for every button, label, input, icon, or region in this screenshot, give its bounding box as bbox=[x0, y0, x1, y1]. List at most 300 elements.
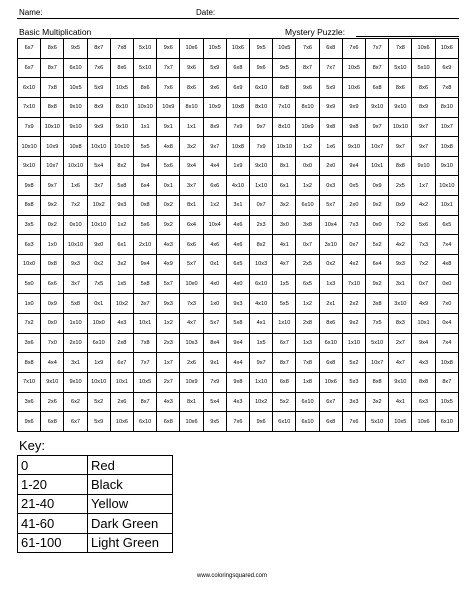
grid-cell[interactable]: 1x2 bbox=[110, 215, 133, 235]
grid-cell[interactable]: 2x0 bbox=[319, 156, 342, 176]
grid-cell[interactable]: 7x6 bbox=[226, 412, 249, 432]
grid-cell[interactable]: 9x10 bbox=[366, 97, 389, 117]
grid-cell[interactable]: 6x4 bbox=[180, 215, 203, 235]
grid-cell[interactable]: 8x8 bbox=[41, 97, 64, 117]
grid-cell[interactable]: 5x8 bbox=[134, 274, 157, 294]
grid-cell[interactable]: 9x10 bbox=[41, 372, 64, 392]
grid-cell[interactable]: 10x8 bbox=[64, 137, 87, 157]
grid-cell[interactable]: 2x5 bbox=[389, 176, 412, 196]
grid-cell[interactable]: 9x9 bbox=[342, 97, 365, 117]
grid-cell[interactable]: 8x9 bbox=[87, 97, 110, 117]
grid-cell[interactable]: 10x5 bbox=[110, 78, 133, 98]
grid-cell[interactable]: 1x10 bbox=[273, 313, 296, 333]
grid-cell[interactable]: 8x7 bbox=[435, 372, 458, 392]
grid-cell[interactable]: 7x5 bbox=[366, 313, 389, 333]
grid-cell[interactable]: 6x8 bbox=[319, 39, 342, 59]
grid-cell[interactable]: 6x10 bbox=[319, 333, 342, 353]
grid-cell[interactable]: 9x9 bbox=[319, 97, 342, 117]
grid-cell[interactable]: 8x7 bbox=[134, 392, 157, 412]
grid-cell[interactable]: 7x10 bbox=[273, 97, 296, 117]
grid-cell[interactable]: 7x8 bbox=[41, 78, 64, 98]
grid-cell[interactable]: 1x2 bbox=[296, 137, 319, 157]
grid-cell[interactable]: 9x7 bbox=[250, 117, 273, 137]
grid-cell[interactable]: 6x6 bbox=[203, 176, 226, 196]
grid-cell[interactable]: 3x10 bbox=[319, 235, 342, 255]
grid-cell[interactable]: 3x1 bbox=[226, 196, 249, 216]
grid-cell[interactable]: 10x6 bbox=[110, 412, 133, 432]
grid-cell[interactable]: 1x0 bbox=[41, 235, 64, 255]
grid-cell[interactable]: 2x8 bbox=[110, 333, 133, 353]
grid-cell[interactable]: 6x10 bbox=[134, 412, 157, 432]
grid-cell[interactable]: 4x8 bbox=[435, 255, 458, 275]
grid-cell[interactable]: 10x5 bbox=[273, 39, 296, 59]
grid-cell[interactable]: 4x8 bbox=[157, 137, 180, 157]
grid-cell[interactable]: 8x6 bbox=[110, 58, 133, 78]
grid-cell[interactable]: 4x9 bbox=[412, 294, 435, 314]
grid-cell[interactable]: 8x8 bbox=[412, 372, 435, 392]
grid-cell[interactable]: 4x0 bbox=[203, 274, 226, 294]
grid-cell[interactable]: 5x9 bbox=[87, 412, 110, 432]
grid-cell[interactable]: 7x6 bbox=[157, 78, 180, 98]
grid-cell[interactable]: 9x5 bbox=[273, 58, 296, 78]
grid-cell[interactable]: 5x10 bbox=[412, 58, 435, 78]
grid-cell[interactable]: 0x1 bbox=[157, 176, 180, 196]
grid-cell[interactable]: 6x7 bbox=[64, 412, 87, 432]
grid-cell[interactable]: 6x10 bbox=[87, 333, 110, 353]
grid-cell[interactable]: 10x8 bbox=[226, 97, 249, 117]
grid-cell[interactable]: 7x6 bbox=[296, 39, 319, 59]
grid-cell[interactable]: 3x2 bbox=[180, 137, 203, 157]
grid-cell[interactable]: 10x6 bbox=[319, 372, 342, 392]
grid-cell[interactable]: 4x6 bbox=[226, 215, 249, 235]
grid-cell[interactable]: 9x5 bbox=[64, 39, 87, 59]
grid-cell[interactable]: 2x10 bbox=[134, 235, 157, 255]
grid-cell[interactable]: 10x8 bbox=[435, 137, 458, 157]
grid-cell[interactable]: 8x3 bbox=[389, 313, 412, 333]
grid-cell[interactable]: 9x6 bbox=[157, 39, 180, 59]
grid-cell[interactable]: 7x6 bbox=[342, 39, 365, 59]
grid-cell[interactable]: 10x8 bbox=[226, 137, 249, 157]
grid-cell[interactable]: 9x2 bbox=[366, 274, 389, 294]
grid-cell[interactable]: 9x3 bbox=[110, 196, 133, 216]
grid-cell[interactable]: 8x6 bbox=[412, 78, 435, 98]
grid-cell[interactable]: 7x5 bbox=[87, 274, 110, 294]
grid-cell[interactable]: 9x6 bbox=[250, 58, 273, 78]
grid-cell[interactable]: 6x10 bbox=[296, 196, 319, 216]
grid-cell[interactable]: 1x1 bbox=[180, 117, 203, 137]
grid-cell[interactable]: 10x9 bbox=[41, 137, 64, 157]
grid-cell[interactable]: 10x10 bbox=[18, 137, 41, 157]
grid-cell[interactable]: 4x2 bbox=[412, 196, 435, 216]
grid-cell[interactable]: 10x1 bbox=[110, 372, 133, 392]
grid-cell[interactable]: 5x6 bbox=[412, 215, 435, 235]
grid-cell[interactable]: 5x7 bbox=[203, 313, 226, 333]
grid-cell[interactable]: 1x8 bbox=[296, 372, 319, 392]
grid-cell[interactable]: 8x9 bbox=[203, 117, 226, 137]
grid-cell[interactable]: 9x10 bbox=[18, 156, 41, 176]
grid-cell[interactable]: 7x3 bbox=[180, 294, 203, 314]
grid-cell[interactable]: 7x3 bbox=[342, 215, 365, 235]
grid-cell[interactable]: 10x5 bbox=[435, 392, 458, 412]
grid-cell[interactable]: 4x7 bbox=[180, 313, 203, 333]
grid-cell[interactable]: 7x3 bbox=[412, 235, 435, 255]
grid-cell[interactable]: 2x6 bbox=[180, 353, 203, 373]
grid-cell[interactable]: 6x5 bbox=[226, 255, 249, 275]
grid-cell[interactable]: 7x10 bbox=[18, 372, 41, 392]
grid-cell[interactable]: 8x7 bbox=[296, 58, 319, 78]
grid-cell[interactable]: 10x10 bbox=[110, 137, 133, 157]
grid-cell[interactable]: 3x1 bbox=[64, 353, 87, 373]
grid-cell[interactable]: 10x5 bbox=[203, 39, 226, 59]
grid-cell[interactable]: 7x2 bbox=[412, 255, 435, 275]
grid-cell[interactable]: 7x6 bbox=[342, 412, 365, 432]
grid-cell[interactable]: 0x9 bbox=[366, 176, 389, 196]
grid-cell[interactable]: 4x4 bbox=[203, 156, 226, 176]
grid-cell[interactable]: 7x10 bbox=[18, 97, 41, 117]
grid-cell[interactable]: 9x7 bbox=[366, 117, 389, 137]
grid-cell[interactable]: 6x6 bbox=[41, 274, 64, 294]
grid-cell[interactable]: 9x4 bbox=[342, 156, 365, 176]
grid-cell[interactable]: 5x8 bbox=[110, 176, 133, 196]
grid-cell[interactable]: 10x5 bbox=[389, 412, 412, 432]
grid-cell[interactable]: 9x2 bbox=[157, 215, 180, 235]
grid-cell[interactable]: 6x8 bbox=[319, 412, 342, 432]
grid-cell[interactable]: 7x8 bbox=[296, 353, 319, 373]
grid-cell[interactable]: 10x7 bbox=[366, 137, 389, 157]
grid-cell[interactable]: 9x1 bbox=[203, 353, 226, 373]
grid-cell[interactable]: 0x1 bbox=[87, 294, 110, 314]
grid-cell[interactable]: 10x3 bbox=[250, 255, 273, 275]
grid-cell[interactable]: 4x3 bbox=[157, 392, 180, 412]
grid-cell[interactable]: 0x3 bbox=[319, 176, 342, 196]
grid-cell[interactable]: 8x10 bbox=[180, 97, 203, 117]
grid-cell[interactable]: 9x7 bbox=[41, 176, 64, 196]
grid-cell[interactable]: 8x10 bbox=[110, 97, 133, 117]
grid-cell[interactable]: 5x10 bbox=[366, 412, 389, 432]
grid-cell[interactable]: 9x4 bbox=[226, 333, 249, 353]
grid-cell[interactable]: 9x2 bbox=[41, 196, 64, 216]
grid-cell[interactable]: 2x7 bbox=[389, 333, 412, 353]
grid-cell[interactable]: 5x6 bbox=[134, 215, 157, 235]
grid-cell[interactable]: 1x10 bbox=[250, 176, 273, 196]
grid-cell[interactable]: 5x8 bbox=[64, 294, 87, 314]
grid-cell[interactable]: 10x10 bbox=[134, 97, 157, 117]
grid-cell[interactable]: 10x2 bbox=[87, 196, 110, 216]
grid-cell[interactable]: 3x7 bbox=[134, 294, 157, 314]
grid-cell[interactable]: 10x6 bbox=[180, 39, 203, 59]
grid-cell[interactable]: 8x6 bbox=[134, 78, 157, 98]
grid-cell[interactable]: 10x10 bbox=[87, 372, 110, 392]
grid-cell[interactable]: 10x9 bbox=[296, 117, 319, 137]
grid-cell[interactable]: 6x10 bbox=[296, 412, 319, 432]
grid-cell[interactable]: 8x7 bbox=[366, 58, 389, 78]
grid-cell[interactable]: 1x0 bbox=[203, 294, 226, 314]
grid-cell[interactable]: 9x2 bbox=[342, 313, 365, 333]
grid-cell[interactable]: 4x4 bbox=[41, 353, 64, 373]
grid-cell[interactable]: 10x6 bbox=[435, 39, 458, 59]
grid-cell[interactable]: 1x3 bbox=[319, 274, 342, 294]
grid-cell[interactable]: 1x2 bbox=[296, 294, 319, 314]
grid-cell[interactable]: 1x7 bbox=[157, 353, 180, 373]
grid-cell[interactable]: 6x10 bbox=[250, 274, 273, 294]
grid-cell[interactable]: 1x1 bbox=[134, 117, 157, 137]
grid-cell[interactable]: 6x7 bbox=[18, 58, 41, 78]
grid-cell[interactable]: 9x6 bbox=[180, 58, 203, 78]
grid-cell[interactable]: 9x10 bbox=[64, 117, 87, 137]
grid-cell[interactable]: 5x4 bbox=[203, 392, 226, 412]
grid-cell[interactable]: 9x7 bbox=[250, 353, 273, 373]
grid-cell[interactable]: 4x7 bbox=[273, 255, 296, 275]
grid-cell[interactable]: 0x7 bbox=[250, 196, 273, 216]
grid-cell[interactable]: 10x9 bbox=[157, 97, 180, 117]
grid-cell[interactable]: 9x10 bbox=[110, 117, 133, 137]
name-fill-line[interactable] bbox=[45, 8, 165, 17]
grid-cell[interactable]: 3x7 bbox=[87, 176, 110, 196]
grid-cell[interactable]: 1x10 bbox=[250, 372, 273, 392]
grid-cell[interactable]: 6x5 bbox=[296, 274, 319, 294]
grid-cell[interactable]: 7x10 bbox=[342, 274, 365, 294]
grid-cell[interactable]: 8x1 bbox=[273, 156, 296, 176]
grid-cell[interactable]: 0x2 bbox=[157, 196, 180, 216]
grid-cell[interactable]: 8x9 bbox=[412, 97, 435, 117]
grid-cell[interactable]: 0x0 bbox=[41, 313, 64, 333]
grid-cell[interactable]: 3x7 bbox=[64, 274, 87, 294]
grid-cell[interactable]: 6x7 bbox=[273, 333, 296, 353]
grid-cell[interactable]: 8x8 bbox=[18, 353, 41, 373]
grid-cell[interactable]: 8x6 bbox=[389, 78, 412, 98]
grid-cell[interactable]: 2x6 bbox=[41, 392, 64, 412]
grid-cell[interactable]: 8x8 bbox=[366, 372, 389, 392]
grid-cell[interactable]: 2x5 bbox=[296, 255, 319, 275]
grid-cell[interactable]: 5x9 bbox=[319, 78, 342, 98]
grid-cell[interactable]: 7x7 bbox=[134, 353, 157, 373]
grid-cell[interactable]: 10x3 bbox=[180, 333, 203, 353]
grid-cell[interactable]: 5x3 bbox=[342, 372, 365, 392]
puzzle-answer-line[interactable] bbox=[356, 36, 459, 37]
grid-cell[interactable]: 4x7 bbox=[389, 353, 412, 373]
grid-cell[interactable]: 8x8 bbox=[18, 196, 41, 216]
grid-cell[interactable]: 10x7 bbox=[435, 117, 458, 137]
grid-cell[interactable]: 6x10 bbox=[435, 412, 458, 432]
grid-cell[interactable]: 8x6 bbox=[319, 313, 342, 333]
grid-cell[interactable]: 8x10 bbox=[296, 97, 319, 117]
grid-cell[interactable]: 5x2 bbox=[342, 353, 365, 373]
grid-cell[interactable]: 10x1 bbox=[134, 313, 157, 333]
grid-cell[interactable]: 6x5 bbox=[435, 215, 458, 235]
grid-cell[interactable]: 1x2 bbox=[296, 176, 319, 196]
grid-cell[interactable]: 6x3 bbox=[18, 235, 41, 255]
grid-cell[interactable]: 9x7 bbox=[203, 137, 226, 157]
grid-cell[interactable]: 10x0 bbox=[180, 274, 203, 294]
grid-cell[interactable]: 10x5 bbox=[342, 58, 365, 78]
grid-cell[interactable]: 10x6 bbox=[342, 78, 365, 98]
grid-cell[interactable]: 6x3 bbox=[412, 392, 435, 412]
grid-cell[interactable]: 8x1 bbox=[180, 392, 203, 412]
grid-cell[interactable]: 0x2 bbox=[319, 255, 342, 275]
grid-cell[interactable]: 3x3 bbox=[342, 392, 365, 412]
grid-cell[interactable]: 10x10 bbox=[435, 176, 458, 196]
grid-cell[interactable]: 10x4 bbox=[319, 215, 342, 235]
grid-cell[interactable]: 6x7 bbox=[18, 39, 41, 59]
grid-cell[interactable]: 8x10 bbox=[273, 117, 296, 137]
grid-cell[interactable]: 5x10 bbox=[134, 58, 157, 78]
grid-cell[interactable]: 3x6 bbox=[18, 333, 41, 353]
grid-cell[interactable]: 1x5 bbox=[250, 333, 273, 353]
grid-cell[interactable]: 1x6 bbox=[64, 176, 87, 196]
grid-cell[interactable]: 4x1 bbox=[250, 313, 273, 333]
grid-cell[interactable]: 1x9 bbox=[226, 156, 249, 176]
grid-cell[interactable]: 5x2 bbox=[87, 392, 110, 412]
grid-cell[interactable]: 2x3 bbox=[157, 333, 180, 353]
grid-cell[interactable]: 9x8 bbox=[226, 372, 249, 392]
grid-cell[interactable]: 2x7 bbox=[157, 372, 180, 392]
grid-cell[interactable]: 9x8 bbox=[319, 117, 342, 137]
grid-cell[interactable]: 9x3 bbox=[64, 255, 87, 275]
grid-cell[interactable]: 9x10 bbox=[64, 372, 87, 392]
grid-cell[interactable]: 9x10 bbox=[389, 372, 412, 392]
grid-cell[interactable]: 10x6 bbox=[226, 39, 249, 59]
grid-cell[interactable]: 10x9 bbox=[180, 372, 203, 392]
grid-cell[interactable]: 0x8 bbox=[41, 255, 64, 275]
grid-cell[interactable]: 10x4 bbox=[203, 215, 226, 235]
grid-cell[interactable]: 7x9 bbox=[226, 117, 249, 137]
grid-cell[interactable]: 5x10 bbox=[389, 58, 412, 78]
grid-cell[interactable]: 0x7 bbox=[296, 235, 319, 255]
grid-cell[interactable]: 0x0 bbox=[435, 274, 458, 294]
grid-cell[interactable]: 1x7 bbox=[412, 176, 435, 196]
grid-cell[interactable]: 10x10 bbox=[87, 215, 110, 235]
grid-cell[interactable]: 0x9 bbox=[41, 294, 64, 314]
grid-cell[interactable]: 2x6 bbox=[110, 392, 133, 412]
grid-cell[interactable]: 3x8 bbox=[296, 215, 319, 235]
grid-cell[interactable]: 4x3 bbox=[110, 313, 133, 333]
grid-cell[interactable]: 5x9 bbox=[203, 58, 226, 78]
grid-cell[interactable]: 7x8 bbox=[110, 39, 133, 59]
grid-cell[interactable]: 5x10 bbox=[134, 39, 157, 59]
grid-cell[interactable]: 4x3 bbox=[412, 353, 435, 373]
grid-cell[interactable]: 3x0 bbox=[273, 215, 296, 235]
grid-cell[interactable]: 8x7 bbox=[41, 58, 64, 78]
grid-cell[interactable]: 1x3 bbox=[296, 333, 319, 353]
grid-cell[interactable]: 6x1 bbox=[273, 176, 296, 196]
grid-cell[interactable]: 1x5 bbox=[110, 274, 133, 294]
grid-cell[interactable]: 10x5 bbox=[134, 372, 157, 392]
grid-cell[interactable]: 3x6 bbox=[18, 392, 41, 412]
grid-cell[interactable]: 9x10 bbox=[435, 156, 458, 176]
grid-cell[interactable]: 5x10 bbox=[366, 333, 389, 353]
grid-cell[interactable]: 0x1 bbox=[203, 255, 226, 275]
grid-cell[interactable]: 8x1 bbox=[180, 196, 203, 216]
grid-cell[interactable]: 10x10 bbox=[273, 137, 296, 157]
grid-cell[interactable]: 2x0 bbox=[342, 196, 365, 216]
grid-cell[interactable]: 6x4 bbox=[134, 176, 157, 196]
grid-cell[interactable]: 1x6 bbox=[319, 137, 342, 157]
grid-cell[interactable]: 9x5 bbox=[250, 39, 273, 59]
grid-cell[interactable]: 7x8 bbox=[134, 333, 157, 353]
grid-cell[interactable]: 3x2 bbox=[366, 392, 389, 412]
grid-cell[interactable]: 5x7 bbox=[319, 196, 342, 216]
grid-cell[interactable]: 2x10 bbox=[64, 333, 87, 353]
grid-cell[interactable]: 10x1 bbox=[366, 156, 389, 176]
grid-cell[interactable]: 6x8 bbox=[157, 412, 180, 432]
grid-cell[interactable]: 8x10 bbox=[250, 97, 273, 117]
grid-cell[interactable]: 5x2 bbox=[273, 392, 296, 412]
grid-cell[interactable]: 4x6 bbox=[226, 235, 249, 255]
grid-cell[interactable]: 5x0 bbox=[18, 274, 41, 294]
grid-cell[interactable]: 10x10 bbox=[64, 235, 87, 255]
grid-cell[interactable]: 10x10 bbox=[389, 117, 412, 137]
grid-cell[interactable]: 7x9 bbox=[18, 117, 41, 137]
grid-cell[interactable]: 3x8 bbox=[366, 294, 389, 314]
grid-cell[interactable]: 2x1 bbox=[319, 294, 342, 314]
grid-cell[interactable]: 9x8 bbox=[18, 176, 41, 196]
grid-cell[interactable]: 6x8 bbox=[41, 412, 64, 432]
grid-cell[interactable]: 8x6 bbox=[180, 78, 203, 98]
grid-cell[interactable]: 0x7 bbox=[342, 235, 365, 255]
grid-cell[interactable]: 5x6 bbox=[157, 156, 180, 176]
grid-cell[interactable]: 9x6 bbox=[250, 412, 273, 432]
grid-cell[interactable]: 4x10 bbox=[226, 176, 249, 196]
grid-cell[interactable]: 9x10 bbox=[389, 97, 412, 117]
grid-cell[interactable]: 8x2 bbox=[250, 235, 273, 255]
grid-cell[interactable]: 7x7 bbox=[366, 39, 389, 59]
grid-cell[interactable]: 7x7 bbox=[157, 58, 180, 78]
grid-cell[interactable]: 7x2 bbox=[18, 313, 41, 333]
grid-cell[interactable]: 9x1 bbox=[157, 117, 180, 137]
grid-cell[interactable]: 6x2 bbox=[64, 392, 87, 412]
grid-cell[interactable]: 5x7 bbox=[180, 255, 203, 275]
grid-cell[interactable]: 6x8 bbox=[273, 78, 296, 98]
grid-cell[interactable]: 10x1 bbox=[412, 313, 435, 333]
grid-cell[interactable]: 9x7 bbox=[389, 137, 412, 157]
grid-cell[interactable]: 2x2 bbox=[342, 294, 365, 314]
grid-cell[interactable]: 9x10 bbox=[64, 97, 87, 117]
grid-cell[interactable]: 4x1 bbox=[273, 235, 296, 255]
grid-cell[interactable]: 4x2 bbox=[342, 255, 365, 275]
grid-cell[interactable]: 10x10 bbox=[64, 156, 87, 176]
grid-cell[interactable]: 3x2 bbox=[273, 196, 296, 216]
grid-cell[interactable]: 5x9 bbox=[87, 78, 110, 98]
grid-cell[interactable]: 6x1 bbox=[110, 235, 133, 255]
grid-cell[interactable]: 4x1 bbox=[389, 392, 412, 412]
grid-cell[interactable]: 10x7 bbox=[366, 353, 389, 373]
grid-cell[interactable]: 10x6 bbox=[412, 39, 435, 59]
grid-cell[interactable]: 9x4 bbox=[412, 333, 435, 353]
grid-cell[interactable]: 3x2 bbox=[110, 255, 133, 275]
grid-cell[interactable]: 4x0 bbox=[226, 274, 249, 294]
grid-cell[interactable]: 9x4 bbox=[180, 156, 203, 176]
grid-cell[interactable]: 1x5 bbox=[273, 274, 296, 294]
grid-cell[interactable]: 6x10 bbox=[64, 58, 87, 78]
grid-cell[interactable]: 6x9 bbox=[226, 78, 249, 98]
grid-cell[interactable]: 1x9 bbox=[87, 353, 110, 373]
grid-cell[interactable]: 9x7 bbox=[412, 117, 435, 137]
grid-cell[interactable]: 8x7 bbox=[273, 353, 296, 373]
grid-cell[interactable]: 10x1 bbox=[435, 196, 458, 216]
grid-cell[interactable]: 9x3 bbox=[226, 294, 249, 314]
grid-cell[interactable]: 5x5 bbox=[134, 137, 157, 157]
grid-cell[interactable]: 6x8 bbox=[319, 353, 342, 373]
grid-cell[interactable]: 6x10 bbox=[273, 412, 296, 432]
grid-cell[interactable]: 8x2 bbox=[110, 156, 133, 176]
grid-cell[interactable]: 7x9 bbox=[250, 137, 273, 157]
grid-cell[interactable]: 0x5 bbox=[342, 176, 365, 196]
grid-cell[interactable]: 6x10 bbox=[250, 78, 273, 98]
grid-cell[interactable]: 6x9 bbox=[435, 58, 458, 78]
grid-cell[interactable]: 9x6 bbox=[203, 78, 226, 98]
grid-cell[interactable]: 10x6 bbox=[180, 412, 203, 432]
grid-cell[interactable]: 4x3 bbox=[226, 392, 249, 412]
